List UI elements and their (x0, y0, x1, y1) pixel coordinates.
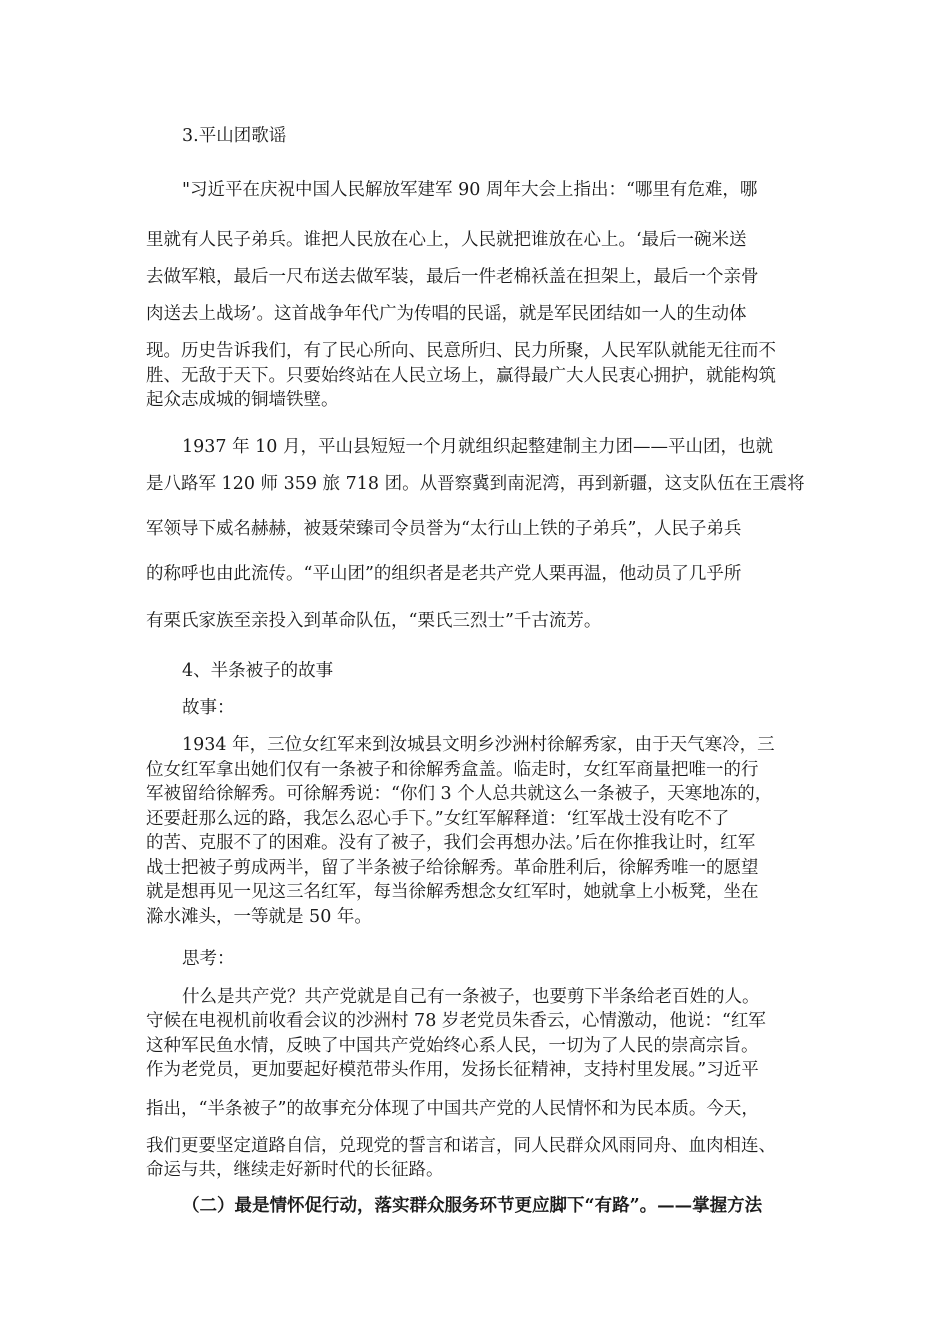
paragraph-line: 什么是共产党？共产党就是自己有一条被子，也要剪下半条给老百姓的人。 (182, 987, 760, 1007)
subheading-thinking: 思考： (182, 949, 235, 969)
paragraph-line: "习近平在庆祝中国人民解放军建军 90 周年大会上指出：“哪里有危难，哪 (182, 180, 758, 200)
paragraph-line: 战士把被子剪成两半，留了半条被子给徐解秀。革命胜利后，徐解秀唯一的愿望 (146, 858, 759, 878)
paragraph-line: 肉送去上战场’。这首战争年代广为传唱的民谣，就是军民团结如一人的生动体 (146, 304, 747, 324)
subheading-story: 故事： (182, 698, 235, 718)
paragraph-line: 现。历史告诉我们，有了民心所向、民意所归、民力所聚，人民军队就能无往而不 (146, 341, 776, 361)
paragraph-line: 军被留给徐解秀。可徐解秀说：“你们 3 个人总共就这么一条被子，天寒地冻的， (146, 784, 773, 804)
paragraph-line: 里就有人民子弟兵。谁把人民放在心上，人民就把谁放在心上。‘最后一碗米送 (146, 230, 747, 250)
paragraph-line: 命运与共，继续走好新时代的长征路。 (146, 1160, 444, 1180)
paragraph-line: 就是想再见一见这三名红军，每当徐解秀想念女红军时，她就拿上小板凳，坐在 (146, 882, 759, 902)
paragraph-line: 1937 年 10 月，平山县短短一个月就组织起整建制主力团——平山团，也就 (182, 437, 773, 457)
paragraph-line: 指出，“半条被子”的故事充分体现了中国共产党的人民情怀和为民本质。今天， (146, 1099, 759, 1119)
paragraph-line: 起众志成城的铜墙铁壁。 (146, 390, 339, 410)
paragraph-line: 我们更要坚定道路自信，兑现党的誓言和诺言，同人民群众风雨同舟、血肉相连、 (146, 1136, 776, 1156)
paragraph-line: 还要赶那么远的路，我怎么忍心手下。”女红军解释道：‘红军战士没有吃不了 (146, 809, 730, 829)
paragraph-line: 有栗氏家族至亲投入到革命队伍，“栗氏三烈士”千古流芳。 (146, 611, 602, 631)
paragraph-line: 胜、无敌于天下。只要始终站在人民立场上，赢得最广大人民衷心拥护，就能构筑 (146, 366, 776, 386)
section-heading-part-2: （二）最是情怀促行动，落实群众服务环节更应脚下“有路”。——掌握方法 (182, 1196, 763, 1216)
paragraph-line: 的苦、克服不了的困难。没有了被子，我们会再想办法。’后在你推我让时，红军 (146, 833, 756, 853)
paragraph-line: 去做军粮，最后一尺布送去做军装，最后一件老棉袄盖在担架上，最后一个亲骨 (146, 267, 759, 287)
paragraph-line: 守候在电视机前收看会议的沙洲村 78 岁老党员朱香云，心情激动，他说：“红军 (146, 1011, 766, 1031)
paragraph-line: 是八路军 120 师 359 旅 718 团。从晋察冀到南泥湾，再到新疆，这支队伍在王震将 (146, 474, 805, 494)
paragraph-line: 的称呼也由此流传。“平山团”的组织者是老共产党人栗再温，他动员了几乎所 (146, 564, 742, 584)
paragraph-line: 位女红军拿出她们仅有一条被子和徐解秀盒盖。临走时，女红军商量把唯一的行 (146, 760, 759, 780)
section-heading-4: 4、半条被子的故事 (182, 661, 334, 681)
paragraph-line: 1934 年，三位女红军来到汝城县文明乡沙洲村徐解秀家，由于天气寒冷，三 (182, 735, 775, 755)
paragraph-line: 军领导下威名赫赫，被聂荣臻司令员誉为“太行山上铁的子弟兵”，人民子弟兵 (146, 519, 742, 539)
paragraph-line: 作为老党员，更加要起好模范带头作用，发扬长征精神，支持村里发展。”习近平 (146, 1060, 759, 1080)
section-heading-3: 3.平山团歌谣 (182, 126, 287, 146)
paragraph-line: 滁水滩头，一等就是 50 年。 (146, 907, 372, 927)
paragraph-line: 这种军民鱼水情，反映了中国共产党始终心系人民，一切为了人民的崇高宗旨。 (146, 1036, 759, 1056)
